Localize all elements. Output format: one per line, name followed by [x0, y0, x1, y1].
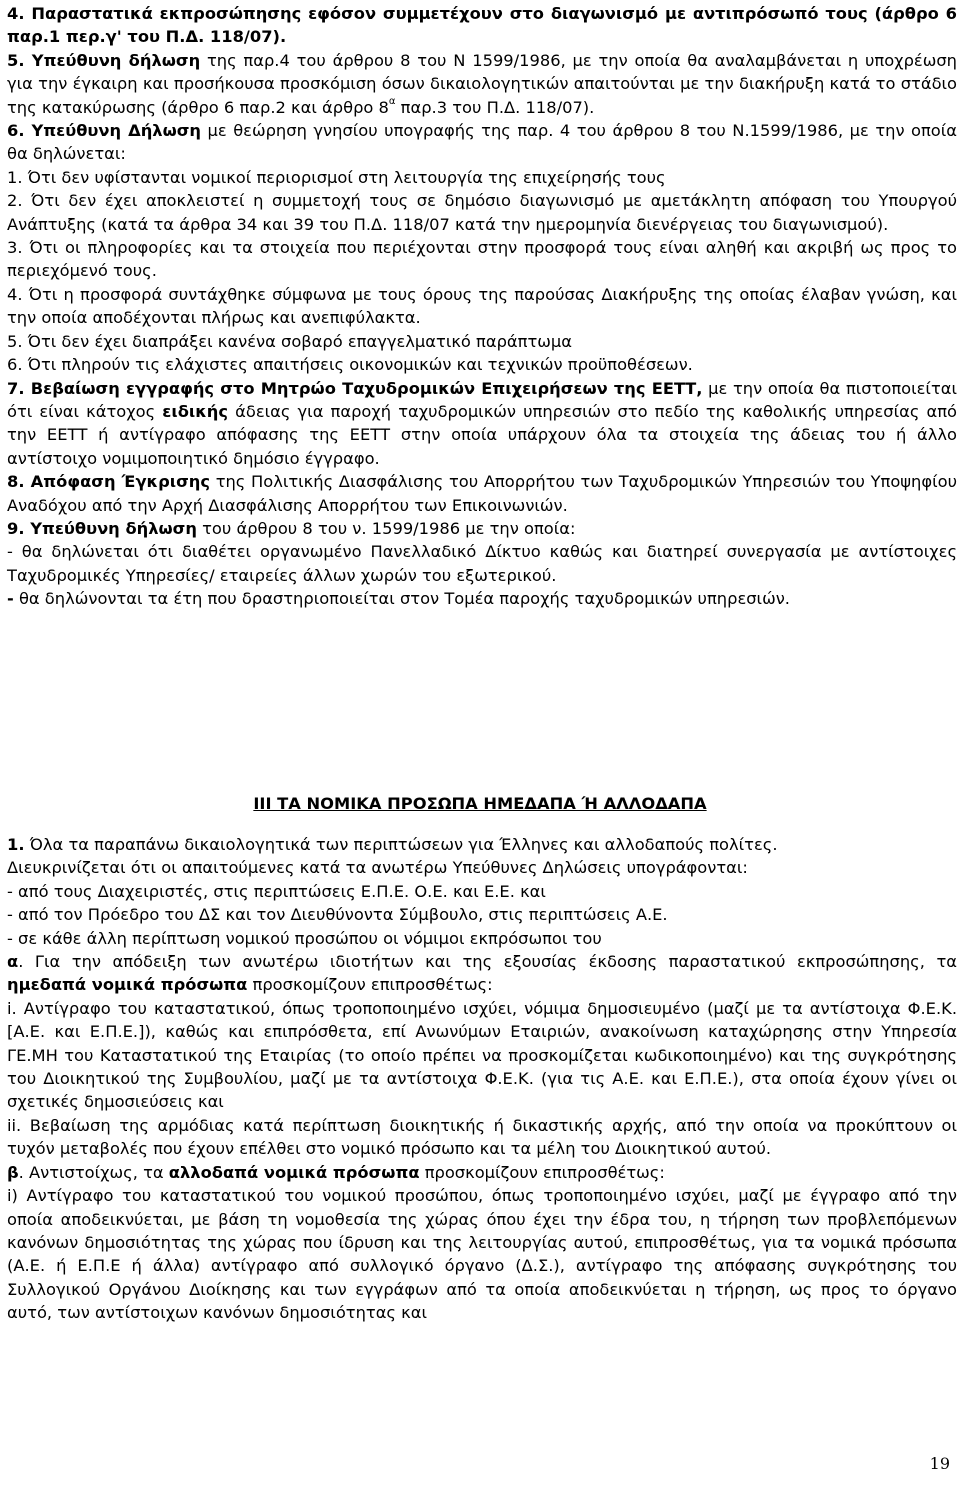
- para-1: 1. Όλα τα παραπάνω δικαιολογητικά των περιπτώσεων για Έλληνες και αλλοδαπούς πολίτες.: [7, 835, 778, 854]
- signers-2: - από τον Πρόεδρο του ΔΣ και τον Διευθύνοντα Σύμβουλο, στις περιπτώσεις Α.Ε.: [7, 905, 668, 925]
- page-number: 19: [929, 1454, 950, 1473]
- para-a-ii: ii. Βεβαίωση της αρμόδιας κατά περίπτωση διοικητικής ή δικαστικής αρχής, από την οποία να προκύπτουν οι τυχόν μεταβολές που έχουν επέλθει στο νομικό πρόσωπο και τα μέλη του Διοικητικού αυτού.: [7, 1115, 957, 1159]
- item-8: 8. Απόφαση Έγκρισης της Πολιτικής Διασφάλισης του Απορρήτου των Ταχυδρομικών Υπηρεσιών του Υποψηφίου Αναδόχου από την Αρχή Διασφάλισης Απορρήτου των Επικοινωνιών.: [7, 472, 957, 515]
- section-heading: ΙΙΙ ΤΑ ΝΟΜΙΚΑ ΠΡΟΣΩΠΑ ΗΜΕΔΑΠΑ Ή ΑΛΛΟΔΑΠΑ: [253, 794, 707, 813]
- para-b-i: i) Αντίγραφο του καταστατικού του νομικού προσώπου, όπως τροποποιημένο ισχύει, μαζί με έγγραφο από την οποία αποδεικνύεται, με βάση τη νομοθεσία της χώρας όπου έχει την έδρα του, η τήρηση των προβλεπόμενων κανόνων δημοσιότητας της χώρας που ίδρυση και της λειτουργίας αυτού, επιπροσθέτως, για τα νομικά πρόσωπα (Α.Ε. ή Ε.Π.Ε ή άλλα) αντίγραφο από συλλογικό όργανο (Δ.Σ.), αντίγραφο της απόφασης συγκρότησης του Συλλογικού Οργάνου Διοίκησης και των εγγράφων από τα οποία αποδεικνύεται η τήρηση, ως προς το όργανο αυτό, των αντίστοιχων κανόνων δημοσιότητας και: [7, 1186, 957, 1323]
- item-4: 4. Παραστατικά εκπροσώπησης εφόσον συμμετέχουν στο διαγωνισμό με αντιπρόσωπό τους (άρθρο 6 παρ.1 περ.γ' του Π.Δ. 118/07).: [7, 4, 957, 47]
- declaration-6: 6. Ότι πληρούν τις ελάχιστες απαιτήσεις οικονομικών και τεχνικών προϋποθέσεων.: [7, 355, 693, 375]
- item-9-line-2: - θα δηλώνονται τα έτη που δραστηριοποιείται στον Τομέα παροχής ταχυδρομικών υπηρεσιών.: [7, 589, 790, 609]
- item-6: 6. Υπεύθυνη Δήλωση με θεώρηση γνησίου υπογραφής της παρ. 4 του άρθρου 8 του Ν.1599/1986, με την οποία θα δηλώνεται:: [7, 121, 958, 164]
- signers-3: - σε κάθε άλλη περίπτωση νομικού προσώπου οι νόμιμοι εκπρόσωποι του: [7, 928, 602, 948]
- signers-1: - από τους Διαχειριστές, στις περιπτώσεις Ε.Π.Ε. Ο.Ε. και Ε.Ε. και: [7, 881, 546, 901]
- item-9-line-1: - θα δηλώνεται ότι διαθέτει οργανωμένο Πανελλαδικό Δίκτυο καθώς και διατηρεί συνεργασία με αντίστοιχες Ταχυδρομικές Υπηρεσίες/ εταιρείες άλλων χωρών του εξωτερικού.: [7, 542, 957, 585]
- document-body: [7, 2, 957, 611]
- item-5: 5. Υπεύθυνη δήλωση της παρ.4 του άρθρου 8 του Ν 1599/1986, με την οποία θα αναλαμβάνεται η υποχρέωση για την έγκαιρη και προσήκουσα προσκόμιση όσων δικαιολογητικών απαιτούνται με την διακήρυξη κατά το στάδιο της κατακύρωσης (άρθρο 6 παρ.2 και άρθρο $8^\alpha$ παρ.3 του Π.Δ. 118/07).: [7, 50, 957, 117]
- para-clarification: Διευκρινίζεται ότι οι απαιτούμενες κατά τα ανωτέρω Υπεύθυνες Δηλώσεις υπογράφονται:: [7, 858, 748, 878]
- item-9: 9. Υπεύθυνη δήλωση του άρθρου 8 του ν. 1599/1986 με την οποία:: [7, 518, 576, 538]
- legal-entities-section: [7, 833, 957, 1325]
- item-7: 7. Βεβαίωση εγγραφής στο Μητρώο Ταχυδρομικών Επιχειρήσεων της ΕΕΤΤ, με την οποία θα πιστοποιείται ότι είναι κάτοχος ειδικής άδειας για παροχή ταχυδρομικών υπηρεσιών στο πεδίο της καθολικής υπηρεσίας από την ΕΕΤΤ ή αντίγραφο απόφασης της ΕΕΤΤ στην οποία υπάρχουν όλα τα στοιχεία της άδειας του ή άλλο αντίστοιχο νομιμοποιητικό δημόσιο έγγραφο.: [7, 378, 957, 468]
- declaration-1: 1. Ότι δεν υφίστανται νομικοί περιορισμοί στη λειτουργία της επιχείρησής τους: [7, 167, 666, 187]
- declaration-2: 2. Ότι δεν έχει αποκλειστεί η συμμετοχή τους σε δημόσιο διαγωνισμό με αμετάκλητη απόφαση του Υπουργού Ανάπτυξης (κατά τα άρθρα 34 και 39 του Π.Δ. 118/07 κατά την ημερομηνία διενέργειας του διαγωνισμού).: [7, 191, 957, 234]
- declaration-3: 3. Ότι οι πληροφορίες και τα στοιχεία που περιέχονται στην προσφορά τους είναι αληθή και ακριβή ως προς το περιεχόμενό τους.: [7, 238, 957, 281]
- para-a: α. Για την απόδειξη των ανωτέρω ιδιοτήτων και της εξουσίας έκδοσης παραστατικού εκπροσώπησης, τα ημεδαπά νομικά πρόσωπα προσκομίζουν επιπροσθέτως:: [7, 952, 957, 995]
- declaration-4: 4. Ότι η προσφορά συντάχθηκε σύμφωνα με τους όρους της παρούσας Διακήρυξης της οποίας έλαβαν γνώση, και την οποία αποδέχονται πλήρως και ανεπιφύλακτα.: [7, 284, 957, 328]
- declaration-5: 5. Ότι δεν έχει διαπράξει κανένα σοβαρό επαγγελματικό παράπτωμα: [7, 331, 572, 351]
- para-a-i: i. Αντίγραφο του καταστατικού, όπως τροποποιημένο ισχύει, νόμιμα δημοσιευμένο (μαζί με τα αντίστοιχα Φ.Ε.Κ. [Α.Ε. και Ε.Π.Ε.]), καθώς και επιπρόσθετα, επί Ανωνύμων Εταιριών, ανακοίνωση καταχώρησης στην Υπηρεσία ΓΕ.ΜΗ του Καταστατικού της Εταιρίας (το οποίο πρέπει να προσκομίζεται κωδικοποιημένο) και της συγκρότησης του Διοικητικού της Συμβουλίου, μαζί με τα αντίστοιχα Φ.Ε.Κ. (για τις Α.Ε. και Ε.Π.Ε.), στα οποία έχουν γίνει οι σχετικές δημοσιεύσεις και: [7, 998, 957, 1112]
- para-b: β. Αντιστοίχως, τα αλλοδαπά νομικά πρόσωπα προσκομίζουν επιπροσθέτως:: [7, 1162, 665, 1182]
